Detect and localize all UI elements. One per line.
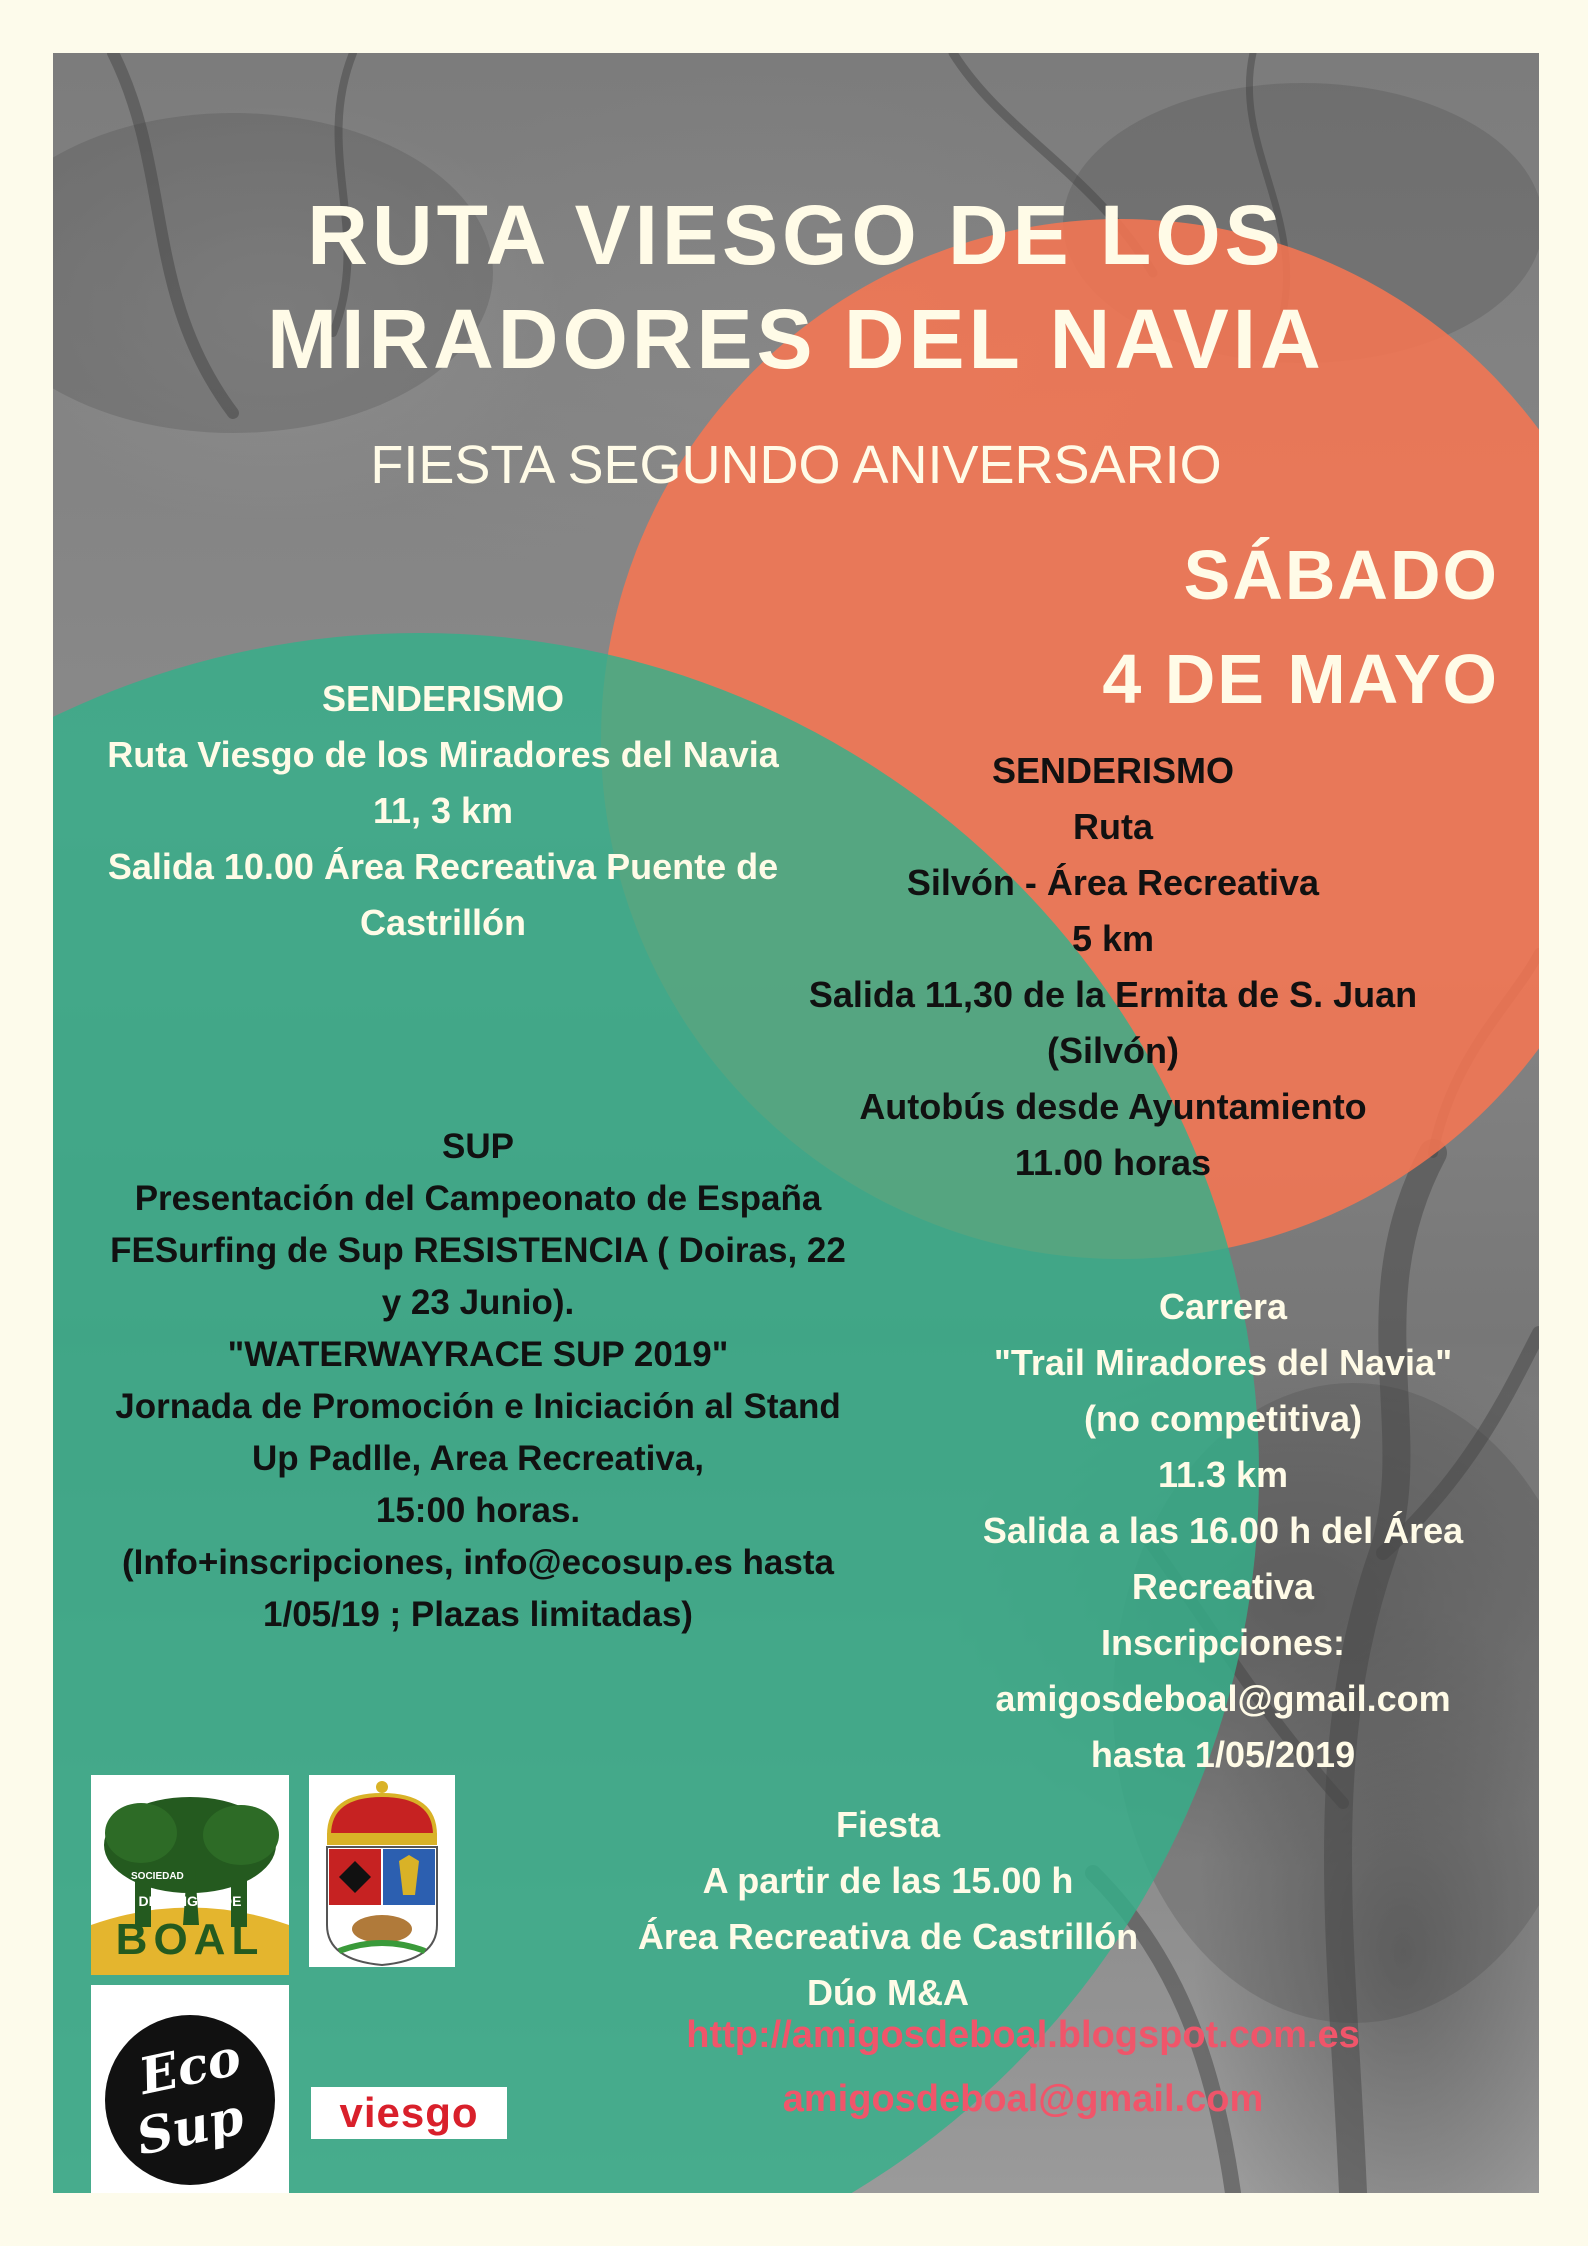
carrera-line: "Trail Miradores del Navia" [993, 1342, 1453, 1383]
sup-block [53, 1121, 903, 1641]
title-line-1: RUTA VIESGO DE LOS [307, 188, 1285, 282]
senderismo-1-line: 11, 3 km [372, 790, 514, 831]
senderismo-1-heading: SENDERISMO [321, 678, 565, 719]
sup-line: y 23 Junio). [381, 1283, 575, 1322]
fiesta-line: A partir de las 15.00 h [702, 1860, 1074, 1901]
poster [53, 53, 1539, 2193]
contact-links [613, 2003, 1433, 2131]
event-day: SÁBADO [1183, 536, 1499, 614]
sup-line: Presentación del Campeonato de España [134, 1179, 822, 1218]
carrera-line: Inscripciones: [1100, 1622, 1346, 1663]
sociedad-text: SOCIEDAD [131, 1871, 184, 1882]
senderismo-1-line: Castrillón [359, 902, 527, 943]
senderismo-2-line: 11.00 horas [1014, 1142, 1212, 1183]
sup-line: Jornada de Promoción e Iniciación al Stand [115, 1387, 841, 1426]
sup-line: 1/05/19 ; Plazas limitadas) [263, 1595, 693, 1634]
ecosup-badge [105, 2015, 275, 2185]
senderismo-1-line: Ruta Viesgo de los Miradores del Navia [107, 734, 779, 775]
senderismo-2-line: Autobús desde Ayuntamiento [859, 1086, 1367, 1127]
email-link[interactable]: amigosdeboal@gmail.com [782, 2078, 1264, 2120]
carrera-line: (no competitiva) [1083, 1398, 1362, 1439]
poster-subtitle: FIESTA SEGUNDO ANIVERSARIO [370, 435, 1222, 495]
senderismo-2-line: Ruta [1073, 806, 1153, 847]
ecosup-line-1: Eco [133, 2027, 246, 2106]
senderismo-2-line: Silvón - Área Recreativa [906, 862, 1320, 903]
amigos-text: DE AMIGOS DE [138, 1893, 242, 1909]
ecosup-logo [91, 1985, 289, 2193]
senderismo-1-line: Salida 10.00 Área Recreativa Puente de [107, 846, 779, 887]
carrera-line: 11.3 km [1157, 1454, 1289, 1495]
senderismo-1-block [53, 671, 833, 951]
carrera-line: Salida a las 16.00 h del Área [982, 1510, 1464, 1551]
viesgo-logo [311, 2087, 507, 2139]
sup-line: (Info+inscripciones, info@ecosup.es hasta [122, 1543, 834, 1582]
sup-line: Up Padlle, Area Recreativa, [252, 1439, 704, 1478]
fiesta-heading: Fiesta [835, 1804, 941, 1845]
viesgo-text: viesgo [339, 2089, 479, 2136]
sup-line: 15:00 horas. [375, 1491, 581, 1530]
sup-line: "WATERWAYRACE SUP 2019" [227, 1335, 729, 1374]
sup-heading: SUP [442, 1127, 514, 1166]
senderismo-2-heading: SENDERISMO [991, 750, 1235, 791]
sociedad-amigos-boal-logo [91, 1775, 289, 1975]
event-date [1102, 523, 1499, 731]
sup-line: FESurfing de Sup RESISTENCIA ( Doiras, 22 [110, 1231, 846, 1270]
blog-link[interactable]: http://amigosdeboal.blogspot.com.es [686, 2014, 1360, 2056]
carrera-block [933, 1279, 1513, 1783]
senderismo-2-line: (Silvón) [1047, 1030, 1179, 1071]
title-line-2: MIRADORES DEL NAVIA [267, 292, 1325, 386]
coat-of-arms-icon [309, 1775, 455, 1967]
carrera-heading: Carrera [1158, 1286, 1288, 1327]
poster-title [53, 183, 1539, 391]
boal-text: BOAL [115, 1915, 265, 1964]
fiesta-line: Área Recreativa de Castrillón [637, 1916, 1139, 1957]
fiesta-line: Dúo M&A [807, 1972, 969, 2013]
carrera-line: hasta 1/05/2019 [1090, 1734, 1356, 1775]
carrera-line: Recreativa [1131, 1566, 1315, 1607]
carrera-line: amigosdeboal@gmail.com [995, 1678, 1451, 1719]
senderismo-2-line: 5 km [1071, 918, 1155, 959]
fiesta-block [543, 1797, 1233, 2021]
coat-of-arms-logo [309, 1775, 455, 1967]
event-date-text: 4 DE MAYO [1102, 640, 1499, 718]
ecosup-line-2: Sup [131, 2086, 249, 2167]
senderismo-2-line: Salida 11,30 de la Ermita de S. Juan [808, 974, 1418, 1015]
